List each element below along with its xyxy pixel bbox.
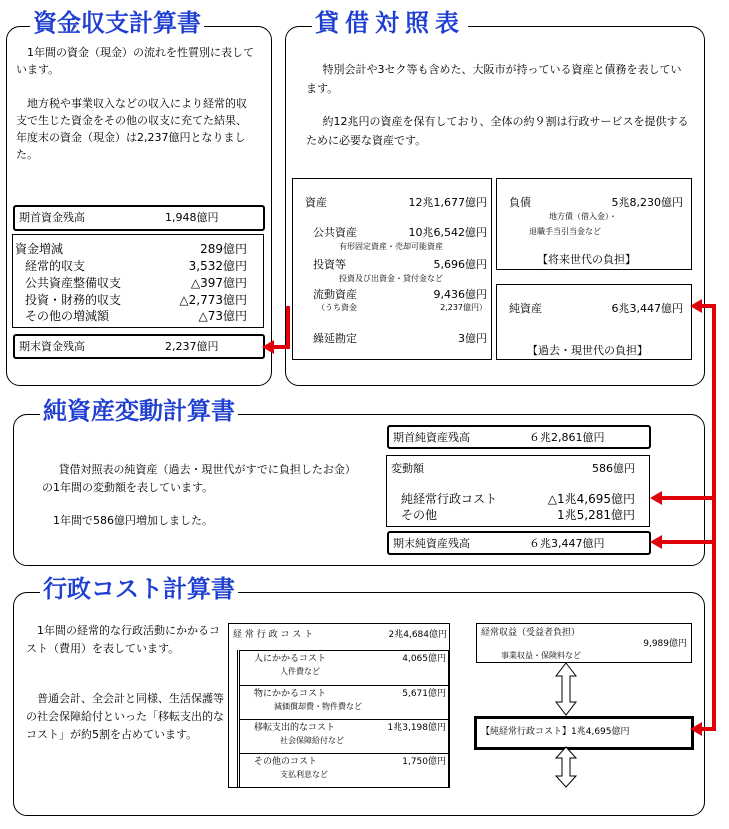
admin-cost-item-sub: 人件費など (280, 667, 320, 676)
liabilities-sub-1: 地方債（借入金）・ (549, 212, 617, 221)
revenue-sub: 事業収益・保険料など (501, 651, 581, 660)
liabilities-note: 【将来世代の負担】 (537, 253, 636, 266)
red-arrowhead-icon (690, 722, 702, 736)
current-assets-label: 流動資産 (313, 288, 357, 301)
na-cost-label: 純経常行政コスト (401, 492, 498, 506)
cash-item-value: △73億円 (198, 309, 247, 323)
cash-item-value: △2,773億円 (179, 293, 247, 307)
admin-cost-item (239, 650, 449, 687)
admin-cost-item (239, 685, 449, 721)
cash-opening-box (13, 205, 265, 231)
liabilities-box (496, 178, 692, 270)
na-cost-value: △1兆4,695億円 (547, 492, 635, 506)
cash-flow-desc-2: 地方税や事業収入などの収入により経常的収支で生じた資金をその他の収支に充てた結果、年度末の資金（現金）は2,237億円となりました。 (16, 97, 247, 161)
admin-cost-item-label: その他のコスト (254, 757, 318, 767)
current-assets-sub-label: （うち資金 (317, 303, 357, 312)
admin-cost-item-label: 物にかかるコスト (254, 689, 327, 699)
admin-cost-item-value: 4,065億円 (402, 654, 446, 664)
cash-item-label: 経常的収支 (25, 259, 86, 273)
red-connector (660, 496, 716, 500)
admin-cost-total-label: 経 常 行 政 コ ス ト (233, 630, 314, 640)
net-assets-change-title: 純資産変動計算書 (40, 396, 238, 426)
net-assets-box (496, 284, 692, 360)
admin-cost-item (239, 719, 449, 755)
investments-label: 投資等 (313, 258, 346, 271)
deferred-label: 繰延勘定 (313, 332, 357, 345)
admin-cost-table (228, 623, 450, 788)
na-change-value: 586億円 (592, 462, 635, 475)
cash-flow-title: 資金収支計算書 (30, 8, 204, 38)
investments-value: 5,696億円 (433, 258, 487, 271)
net-assets-change-desc-1: 貸借対照表の純資産（過去・現世代がすでに負担したお金）の1年間の変動額を表しています。 (42, 463, 356, 494)
admin-cost-item (239, 753, 449, 788)
red-arrowhead-icon (650, 491, 662, 505)
net-cost-label: 【純経常行政コスト】1兆4,695億円 (481, 727, 630, 737)
investments-sub: 投資及び出資金・貸付金など (339, 274, 443, 283)
red-arrowhead-icon (262, 340, 274, 354)
cash-change-value: 289億円 (200, 242, 247, 256)
red-connector (660, 540, 716, 544)
cash-change-box (12, 234, 264, 328)
admin-cost-item-label: 人にかかるコスト (254, 654, 327, 664)
cash-item-value: 3,532億円 (188, 259, 247, 273)
admin-cost-desc-1: 1年間の経常的な行政活動にかかるコスト（費用）を表しています。 (26, 624, 220, 655)
admin-cost-title: 行政コスト計算書 (40, 574, 238, 604)
net-cost-box (474, 716, 694, 750)
na-change-box (386, 455, 650, 527)
cash-closing-value: 2,237億円 (165, 340, 219, 353)
current-assets-value: 9,436億円 (433, 288, 487, 301)
na-opening-label: 期首純資産残高 (393, 431, 470, 444)
cash-item-label: 投資・財務的収支 (25, 293, 122, 307)
na-other-value: 1兆5,281億円 (557, 508, 635, 522)
admin-cost-indent (237, 650, 238, 787)
public-assets-value: 10兆6,542億円 (408, 226, 487, 239)
cash-flow-desc-1: 1年間の資金（現金）の流れを性質別に表しています。 (16, 46, 254, 76)
deferred-value: 3億円 (458, 332, 487, 345)
assets-value: 12兆1,677億円 (408, 196, 487, 209)
assets-box (292, 178, 492, 360)
cash-opening-value: 1,948億円 (165, 211, 219, 224)
red-arrowhead-icon (690, 299, 702, 313)
liabilities-sub-2: 退職手当引当金など (529, 227, 601, 236)
revenue-box (476, 623, 692, 663)
red-arrowhead-icon (650, 535, 662, 549)
cash-change-label: 資金増減 (15, 242, 64, 256)
na-opening-value: ６兆2,861億円 (529, 431, 605, 444)
admin-cost-item-sub: 支払利息など (280, 770, 328, 779)
liabilities-value: 5兆8,230億円 (611, 196, 683, 209)
revenue-value: 9,989億円 (643, 639, 687, 649)
na-closing-label: 期末純資産残高 (393, 537, 470, 550)
balance-sheet-desc-2: 約12兆円の資産を保有しており、全体の約９割は行政サービスを提供するために必要な資産です。 (306, 115, 689, 147)
admin-cost-total-value: 2兆4,684億円 (388, 630, 447, 640)
na-other-label: その他 (401, 508, 438, 522)
net-assets-note: 【過去・現世代の負担】 (527, 344, 648, 357)
red-connector (286, 306, 290, 349)
red-connector (700, 304, 716, 308)
admin-cost-item-value: 1兆3,198億円 (387, 723, 446, 733)
cash-item-label: その他の増減額 (25, 309, 110, 323)
admin-cost-item-value: 5,671億円 (402, 689, 446, 699)
balance-sheet-title: 貸借対照表 (312, 8, 468, 38)
cash-closing-label: 期末資金残高 (19, 340, 85, 353)
balance-sheet-desc-1: 特別会計や3セク等も含めた、大阪市が持っている資産と債務を表しています。 (306, 63, 682, 95)
public-assets-label: 公共資産 (313, 226, 357, 239)
net-assets-change-desc-2: 1年間で586億円増加しました。 (53, 514, 213, 527)
admin-cost-item-sub: 減価償却費・物件費など (274, 702, 362, 711)
admin-cost-item-sub: 社会保障給付など (280, 736, 344, 745)
na-closing-box (387, 531, 651, 555)
na-change-label: 変動額 (391, 462, 424, 475)
cash-item-value: △397億円 (190, 276, 247, 290)
assets-label: 資産 (305, 196, 327, 209)
revenue-cost-arrow-lower (555, 746, 577, 788)
revenue-label: 経常収益（受益者負担） (481, 628, 581, 638)
admin-cost-desc-2: 普通会計、全会計と同様、生活保護等の社会保障給付といった「移転支出的なコスト」が約5割を占めています。 (26, 692, 224, 741)
na-closing-value: ６兆3,447億円 (529, 537, 605, 550)
liabilities-label: 負債 (509, 196, 531, 209)
current-assets-sub-value: 2,237億円） (440, 303, 487, 312)
net-assets-value: 6兆3,447億円 (611, 302, 683, 315)
revenue-cost-arrow-upper (555, 662, 577, 716)
red-connector (712, 304, 716, 731)
cash-item-label: 公共資産整備収支 (25, 276, 122, 290)
net-assets-label: 純資産 (509, 302, 542, 315)
cash-opening-label: 期首資金残高 (19, 211, 85, 224)
public-assets-sub: 有形固定資産・売却可能資産 (339, 242, 443, 251)
admin-cost-item-label: 移転支出的なコスト (254, 723, 336, 733)
na-opening-box (387, 425, 651, 449)
admin-cost-item-value: 1,750億円 (402, 757, 446, 767)
cash-closing-box (13, 334, 265, 359)
